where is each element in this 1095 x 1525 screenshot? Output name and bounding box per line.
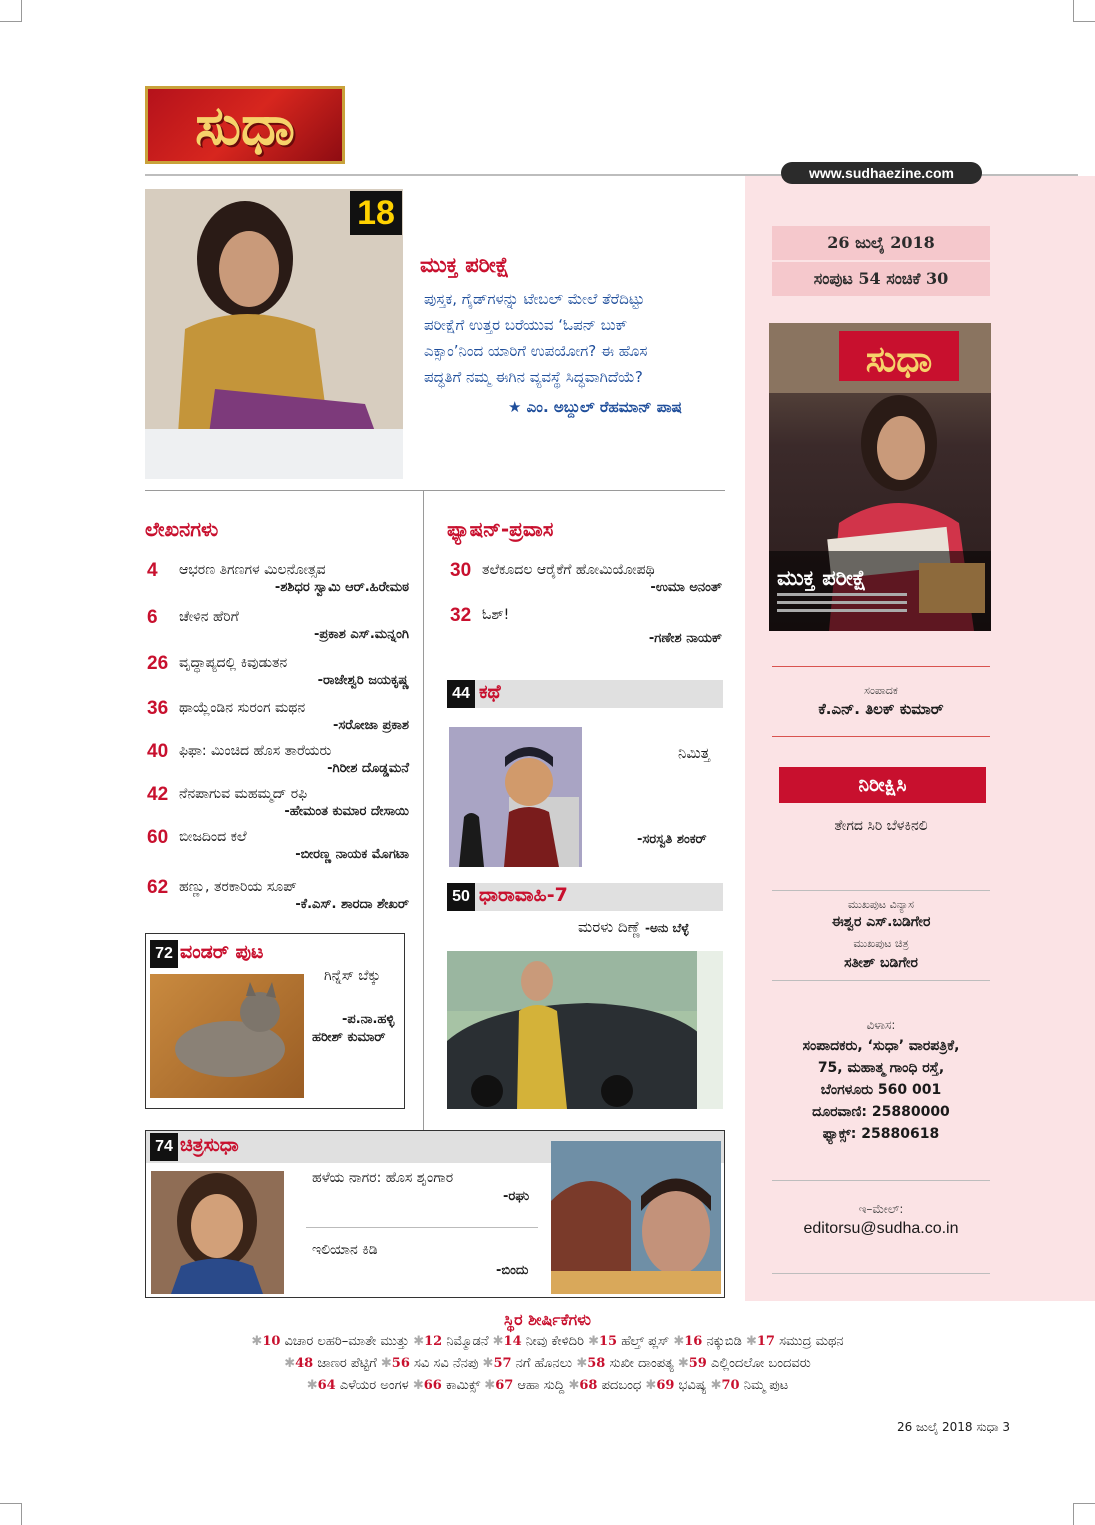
cover-logo: ಸುಧಾ [865, 338, 933, 380]
sidebar-rule-6 [772, 1273, 990, 1274]
sthira-item[interactable] [493, 1356, 572, 1371]
wonder-label: ವಂಡರ್ ಪುಟ [180, 941, 264, 963]
bullet-icon: ✱ [284, 1356, 296, 1371]
chitrasudha-divider [306, 1227, 538, 1228]
feature-line-3: ಎಕ್ಸಾಂ’ನಿಂದ ಯಾರಿಗೆ ಉಪಯೋಗ? ಈ ಹೊಸ [424, 342, 648, 360]
sidebar-rule-1 [772, 666, 990, 667]
toc-page-number: 36 [147, 698, 169, 719]
sidebar-rule-3 [772, 890, 990, 891]
toc-page-number: 62 [147, 877, 169, 898]
toc-page-number: 60 [147, 827, 169, 848]
bullet-icon: ✱ [583, 1334, 599, 1349]
bullet-icon: ✱ [478, 1356, 494, 1371]
sthira-item[interactable] [757, 1334, 844, 1349]
sthira-item[interactable] [587, 1356, 674, 1371]
nirikshisi-banner: ನಿರೀಕ್ಷಿಸಿ [779, 767, 986, 803]
sthira-title: ಭವಿಷ್ಯ [674, 1378, 707, 1393]
sthira-item[interactable] [579, 1378, 641, 1393]
toc-author: -ಬೀರಣ್ಣ ನಾಯಕ ಮೊಗಟಾ [295, 847, 409, 862]
fashion-heading: ಫ್ಯಾಷನ್-ಪ್ರವಾಸ [447, 517, 554, 541]
bullet-icon: ✱ [306, 1378, 318, 1393]
sthira-line-2 [0, 1356, 1095, 1371]
sthira-title: ಎಳೆಯರ ಅಂಗಳ [335, 1378, 409, 1393]
crop-mark-tr [1073, 0, 1095, 22]
kathe-illustration [449, 727, 582, 867]
email-address[interactable]: editorsu@sudha.co.in [803, 1220, 959, 1237]
editor-label: ಸಂಪಾದಕ [864, 684, 898, 697]
toc-title: ವೃದ್ಧಾಪ್ಯದಲ್ಲಿ ಕಿವುಡುತನ [179, 655, 288, 671]
address-line-2: 75, ಮಹಾತ್ಮ ಗಾಂಧಿ ರಸ್ತೆ, [817, 1060, 945, 1076]
lekhana-item[interactable] [147, 698, 409, 738]
issue-volume: ಸಂಪುಟ 54 ಸಂಚಿಕೆ 30 [772, 262, 990, 296]
page-footer: 26 ಜುಲೈ 2018 ಸುಧಾ 3 [896, 1420, 1010, 1434]
wonder-author-2: ಹರೀಶ್ ಕುಮಾರ್ [312, 1030, 386, 1045]
sthira-item[interactable] [392, 1356, 479, 1371]
toc-title: ಆಭರಣ ತಿಗಣಗಳ ಮಿಲನೋತ್ಸವ [179, 562, 326, 578]
kathe-page-number: 44 [447, 680, 475, 708]
sthira-title: ಎಲ್ಲಿಂದಲೋ ಬಂದವರು [706, 1356, 811, 1371]
sthira-item[interactable] [262, 1334, 409, 1349]
bullet-icon: ✱ [408, 1378, 424, 1393]
dharavahi-label: ಧಾರಾವಾಹಿ-7 [479, 884, 568, 906]
feature-line-2: ಪರೀಕ್ಷೆಗೆ ಉತ್ತರ ಬರೆಯುವ ‘ಓಪನ್ ಬುಕ್ [424, 316, 628, 334]
logo-text: ಸುಧಾ [195, 92, 295, 157]
kathe-author: -ಸರಸ್ವತಿ ಶಂಕರ್ [637, 832, 707, 847]
sthira-title: ಆಹಾ ಸುದ್ದಿ [513, 1378, 565, 1393]
sthira-item[interactable] [599, 1334, 669, 1349]
bullet-icon: ✱ [741, 1334, 757, 1349]
sthira-page-number: 58 [587, 1356, 606, 1371]
sthira-item[interactable] [656, 1378, 706, 1393]
sthira-title: ಪದಬಂಧ [597, 1378, 642, 1393]
sthira-item[interactable] [721, 1378, 788, 1393]
toc-page-number: 30 [450, 560, 472, 581]
sthira-page-number: 57 [493, 1356, 512, 1371]
toc-page-number: 42 [147, 784, 169, 805]
lekhana-item[interactable] [147, 607, 409, 647]
feature-author: ★ ಎಂ. ಅಬ್ದುಲ್ ರೆಹಮಾನ್ ಪಾಷ [508, 398, 682, 416]
bullet-icon: ✱ [641, 1378, 657, 1393]
sthira-item[interactable] [424, 1378, 480, 1393]
kathe-art [449, 727, 582, 867]
cat-illustration [150, 974, 304, 1098]
chitrasudha-title-2: ಇಲಿಯಾನ ಕಿಡಿ [312, 1242, 378, 1258]
bullet-icon: ✱ [706, 1378, 722, 1393]
kathe-label: ಕಥೆ [479, 681, 501, 703]
lekhana-item[interactable] [147, 784, 409, 824]
chitrasudha-title-1: ಹಳೆಯ ನಾಗರ: ಹೊಸ ಶೃಂಗಾರ [312, 1170, 454, 1186]
nirikshisi-text: ತೇಗದ ಸಿರಿ ಬೆಳಕಿನಲಿ [834, 818, 928, 834]
dharavahi-illustration [447, 951, 723, 1109]
sthira-page-number: 66 [423, 1378, 442, 1393]
chitrasudha-box[interactable] [145, 1130, 725, 1298]
crop-mark-br [1073, 1503, 1095, 1525]
sthira-page-number: 12 [424, 1334, 443, 1349]
sthira-title: ನಿಮ್ಮ ಪುಟ [739, 1378, 789, 1393]
dharavahi-page-number: 50 [447, 883, 475, 911]
sthira-page-number: 59 [688, 1356, 707, 1371]
wonder-page-number: 72 [150, 940, 178, 968]
toc-author: -ಶಶಿಧರ ಸ್ವಾಮಿ ಆರ್.ಹಿರೇಮಠ [274, 580, 409, 595]
toc-author: -ಸರೋಜಾ ಪ್ರಕಾಶ [332, 718, 409, 733]
toc-page-number: 26 [147, 653, 169, 674]
wonder-author-1: -ಪ.ನಾ.ಹಳ್ಳಿ [342, 1012, 395, 1027]
toc-author: -ಉಮಾ ಅನಂತ್ [650, 580, 722, 595]
sthira-item[interactable] [318, 1378, 409, 1393]
address-label: ವಿಳಾಸ: [866, 1018, 896, 1032]
toc-author: -ಪ್ರಕಾಶ ಎಸ್.ಮನ್ನಂಗಿ [313, 627, 409, 642]
sthira-title: ಹೆಲ್ತ್ ಪ್ಲಸ್ [617, 1334, 670, 1349]
sthira-title: ಜಾಣರ ಪೆಟ್ಟಿಗೆ [313, 1356, 377, 1371]
address-line-4: ದೂರವಾಣಿ: 25880000 [812, 1104, 950, 1120]
sthira-item[interactable] [424, 1334, 488, 1349]
dharavahi-title: ಮರಳು ದಿಣ್ಣೆ [578, 918, 641, 936]
bullet-icon: ✱ [488, 1334, 504, 1349]
lekhana-item[interactable] [147, 877, 409, 917]
sthira-page-number: 64 [317, 1378, 336, 1393]
bullet-icon: ✱ [669, 1334, 685, 1349]
cover-design-label: ಮುಖಪುಟ ವಿನ್ಯಾಸ [847, 898, 915, 911]
bullet-icon: ✱ [480, 1378, 496, 1393]
poster-illustration [551, 1141, 721, 1294]
dharavahi-bar[interactable] [447, 883, 723, 911]
lekhana-item[interactable] [147, 741, 409, 781]
sthira-title: ಸವಿ ಸವಿ ನೆನಪು [409, 1356, 479, 1371]
feature-line-4: ಪದ್ಧತಿಗೆ ನಮ್ಮ ಈಗಿನ ವ್ಯವಸ್ಥೆ ಸಿದ್ಧವಾಗಿದೆಯೆ? [424, 368, 643, 386]
toc-title: ಚೇಳಿನ ಹೆರಿಗೆ [179, 609, 239, 625]
cat-photo [150, 974, 304, 1098]
sthira-item[interactable] [689, 1356, 811, 1371]
feature-title[interactable]: ಮುಕ್ತ ಪರೀಕ್ಷೆ [420, 253, 510, 277]
toc-author: -ಹೇಮಂತ ಕುಮಾರ ದೇಸಾಯಿ [284, 804, 409, 819]
sthira-title: ನಕ್ಕುಬಿಡಿ [702, 1334, 742, 1349]
sthira-title: ನಿಮ್ಮೊಡನೆ [442, 1334, 489, 1349]
address-line-1: ಸಂಪಾದಕರು, ‘ಸುಧಾ’ ವಾರಪತ್ರಿಕೆ, [802, 1038, 960, 1054]
sthira-title: ಸುಖೀ ದಾಂಪತ್ಯ [605, 1356, 674, 1371]
toc-page-number: 32 [450, 605, 472, 626]
sthira-page-number: 17 [756, 1334, 775, 1349]
cover-illustration [769, 323, 991, 631]
bullet-icon: ✱ [376, 1356, 392, 1371]
toc-title: ಬೀಜದಿಂದ ಕಲೆ [179, 829, 247, 845]
chitrasudha-photo-2 [551, 1141, 721, 1294]
fashion-item[interactable] [450, 560, 722, 600]
crop-mark-tl [0, 0, 22, 22]
sthira-item[interactable] [684, 1334, 742, 1349]
address-line-3: ಬೆಂಗಳೂರು 560 001 [820, 1082, 942, 1098]
sthira-title: ವಿಚಾರ ಲಹರಿ–ಮಾತೇ ಮುತ್ತು [280, 1334, 410, 1349]
toc-title: ಥಾಯ್ಲೆಂಡಿನ ಸುರಂಗ ಮಥನ [179, 700, 306, 716]
chitrasudha-photo-1 [151, 1171, 284, 1294]
toc-page-number: 40 [147, 741, 169, 762]
wonder-title: ಗಿನ್ನೆಸ್ ಬೆಕ್ಕು [324, 968, 381, 984]
sthira-page-number: 70 [721, 1378, 740, 1393]
toc-author: -ಕೆ.ಎಸ್. ಶಾರದಾ ಶೇಖರ್ [295, 897, 409, 912]
column-divider [423, 490, 424, 1130]
bullet-icon: ✱ [251, 1334, 263, 1349]
cover-photo-label: ಮುಖಪುಟ ಚಿತ್ರ [853, 937, 909, 950]
sudha-logo [145, 86, 345, 164]
toc-title: ಓಶ್! [482, 607, 510, 623]
crop-mark-bl [0, 1503, 22, 1525]
sthira-page-number: 16 [684, 1334, 703, 1349]
sthira-line-1 [0, 1334, 1095, 1349]
issue-date: 26 ಜುಲೈ 2018 [772, 226, 990, 260]
chitrasudha-page-number: 74 [150, 1133, 178, 1161]
feature-rule [145, 490, 725, 491]
sthira-title: ಸಮುದ್ರ ಮಥನ [774, 1334, 844, 1349]
dharavahi-author: -ಅನು ಬೆಳ್ಳೆ [645, 921, 689, 935]
fashion-item[interactable] [450, 605, 722, 649]
toc-title: ಫಿಫಾ: ಮಿಂಚಿದ ಹೊಸ ತಾರೆಯರು [179, 743, 332, 759]
toc-title: ನೆನಪಾಗುವ ಮಹಮ್ಮದ್ ರಫಿ [179, 786, 308, 802]
sthira-page-number: 68 [579, 1378, 598, 1393]
cover-headline: ಮುಕ್ತ ಪರೀಕ್ಷೆ [777, 566, 867, 590]
feature-line-1: ಪುಸ್ತಕ, ಗೈಡ್‌ಗಳನ್ನು ಟೇಬಲ್ ಮೇಲೆ ತೆರೆದಿಟ್ಟು [424, 290, 645, 308]
sthira-page-number: 10 [262, 1334, 281, 1349]
sidebar-rule-2 [772, 736, 990, 737]
cover-thumbnail[interactable] [769, 323, 991, 631]
sthira-heading: ಸ್ಥಿರ ಶೀರ್ಷಿಕೆಗಳು [504, 1310, 591, 1329]
chitrasudha-author-2: -ಬಿಂದು [496, 1263, 529, 1278]
sthira-item[interactable] [295, 1356, 377, 1371]
sthira-page-number: 56 [391, 1356, 410, 1371]
kathe-bar[interactable] [447, 680, 723, 708]
sthira-page-number: 69 [656, 1378, 675, 1393]
lekhana-item[interactable] [147, 653, 409, 693]
toc-title: ತಲೆಕೂದಲ ಆರೈಕೆಗೆ ಹೋಮಿಯೋಪಥಿ [482, 562, 655, 578]
sidebar-rule-5 [772, 1180, 990, 1181]
bullet-icon: ✱ [409, 1334, 425, 1349]
bullet-icon: ✱ [564, 1378, 580, 1393]
sthira-page-number: 48 [295, 1356, 314, 1371]
address-line-5: ಫ್ಯಾಕ್ಸ್: 25880618 [822, 1126, 940, 1142]
sthira-line-3 [0, 1378, 1095, 1393]
toc-author: -ಗಣೇಶ ನಾಯಕ್ [648, 631, 722, 646]
chitrasudha-author-1: -ರಘು [503, 1189, 530, 1204]
sthira-title: ಕಾಮಿಕ್ಸ್ [441, 1378, 481, 1393]
sidebar-rule-4 [772, 980, 990, 981]
sthira-page-number: 14 [503, 1334, 522, 1349]
toc-author: -ರಾಜೇಶ್ವರಿ ಜಯಕೃಷ್ಣ [317, 673, 409, 688]
chitrasudha-label: ಚಿತ್ರಸುಧಾ [180, 1134, 239, 1156]
cover-photo-name: ಸತೀಶ್ ಬಡಿಗೇರ [844, 955, 918, 971]
sthira-item[interactable] [495, 1378, 564, 1393]
sthira-item[interactable] [504, 1334, 584, 1349]
kathe-title: ನಿಮಿತ್ತ [678, 744, 710, 762]
lekhana-item[interactable] [147, 827, 409, 867]
wonder-box[interactable] [145, 933, 405, 1109]
dharavahi-art [447, 951, 723, 1109]
sthira-page-number: 15 [598, 1334, 618, 1349]
website-link[interactable]: www.sudhaezine.com [781, 162, 982, 184]
toc-page-number: 6 [147, 607, 158, 628]
feature-page-number[interactable]: 18 [350, 191, 402, 235]
actress-illustration [151, 1171, 284, 1294]
bullet-icon: ✱ [673, 1356, 689, 1371]
cover-design-name: ಈಶ್ವರ ಎಸ್.ಬಡಿಗೇರ [831, 914, 931, 930]
toc-title: ಹಣ್ಣು, ತರಕಾರಿಯ ಸೂಪ್ [179, 879, 297, 895]
sthira-title: ನೀವು ಕೇಳಿದಿರಿ [521, 1334, 584, 1349]
bullet-icon: ✱ [572, 1356, 588, 1371]
editor-name: ಕೆ.ಎನ್. ತಿಲಕ್ ಕುಮಾರ್ [818, 700, 944, 718]
toc-page-number: 4 [147, 560, 158, 581]
sthira-page-number: 67 [495, 1378, 514, 1393]
sthira-title: ನಗೆ ಹೊನಲು [511, 1356, 573, 1371]
toc-author: -ಗಿರೀಶ ದೊಡ್ಡಮನೆ [327, 761, 409, 776]
email-label: ಇ–ಮೇಲ್: [858, 1202, 904, 1216]
lekhanagalu-heading: ಲೇಖನಗಳು [145, 517, 219, 541]
lekhana-item[interactable] [147, 560, 409, 600]
